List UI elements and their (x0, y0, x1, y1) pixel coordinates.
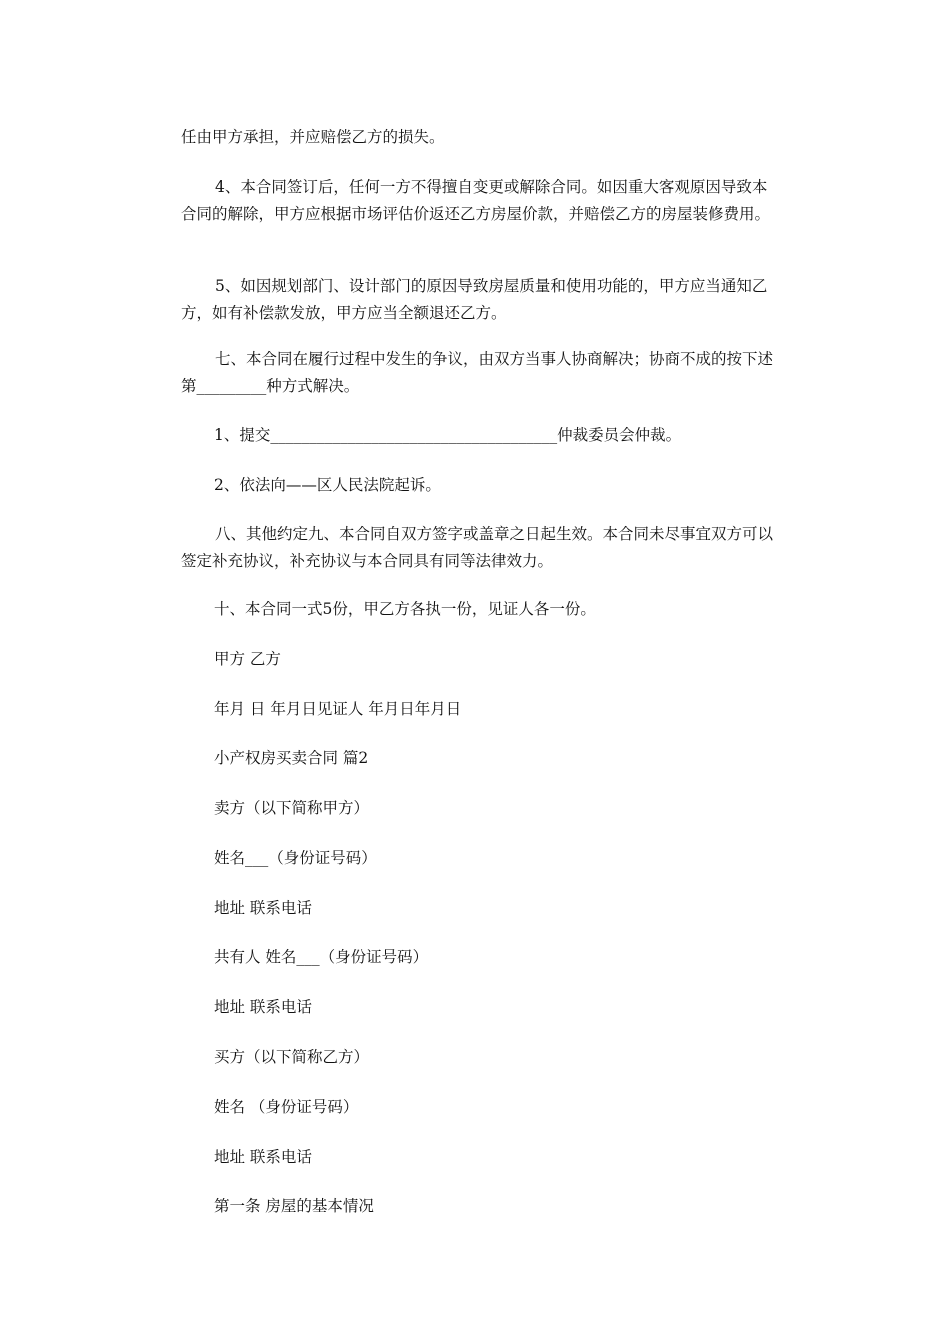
signature-parties: 甲方 乙方 (214, 650, 281, 668)
seller-heading: 卖方（以下简称甲方） (214, 799, 370, 817)
buyer-heading: 买方（以下简称乙方） (214, 1048, 370, 1066)
paragraph-clause-4 (181, 174, 773, 228)
paragraph-article-10: 十、本合同一式5份，甲乙方各执一份，见证人各一份。 (214, 600, 596, 618)
paragraph-article-8-9 (181, 521, 773, 575)
seller-address: 地址 联系电话 (214, 899, 312, 917)
signature-dates: 年月 日 年月日见证人 年月日年月日 (214, 700, 462, 718)
buyer-name: 姓名 （身份证号码） (214, 1098, 359, 1116)
co-owner-name: 共有人 姓名___（身份证号码） (214, 948, 429, 966)
paragraph-court: 2、依法向——区人民法院起诉。 (214, 476, 441, 494)
paragraph-continuation (181, 124, 773, 151)
paragraph-text: 任由甲方承担，并应赔偿乙方的损失。 (181, 128, 445, 146)
buyer-address: 地址 联系电话 (214, 1148, 312, 1166)
contract-heading-2: 小产权房买卖合同 篇2 (214, 749, 369, 767)
paragraph-text: 七、本合同在履行过程中发生的争议，由双方当事人协商解决；协商不成的按下述第_________种方式解决。 (181, 350, 774, 395)
article-1-heading: 第一条 房屋的基本情况 (214, 1197, 374, 1215)
paragraph-text: 5、如因规划部门、设计部门的原因导致房屋质量和使用功能的，甲方应当通知乙方，如有补偿款发放，甲方应当全额退还乙方。 (181, 277, 768, 322)
co-owner-address: 地址 联系电话 (214, 998, 312, 1016)
paragraph-arbitration: 1、提交_____________________________________仲裁委员会仲裁。 (214, 426, 682, 444)
paragraph-text: 八、其他约定九、本合同自双方签字或盖章之日起生效。本合同未尽事宜双方可以签定补充协议，补充协议与本合同具有同等法律效力。 (181, 525, 774, 570)
paragraph-article-7 (181, 346, 773, 400)
seller-name: 姓名___（身份证号码） (214, 849, 377, 867)
paragraph-clause-5 (181, 273, 773, 327)
paragraph-text: 4、本合同签订后，任何一方不得擅自变更或解除合同。如因重大客观原因导致本合同的解除，甲方应根据市场评估价返还乙方房屋价款，并赔偿乙方的房屋装修费用。 (181, 178, 771, 223)
